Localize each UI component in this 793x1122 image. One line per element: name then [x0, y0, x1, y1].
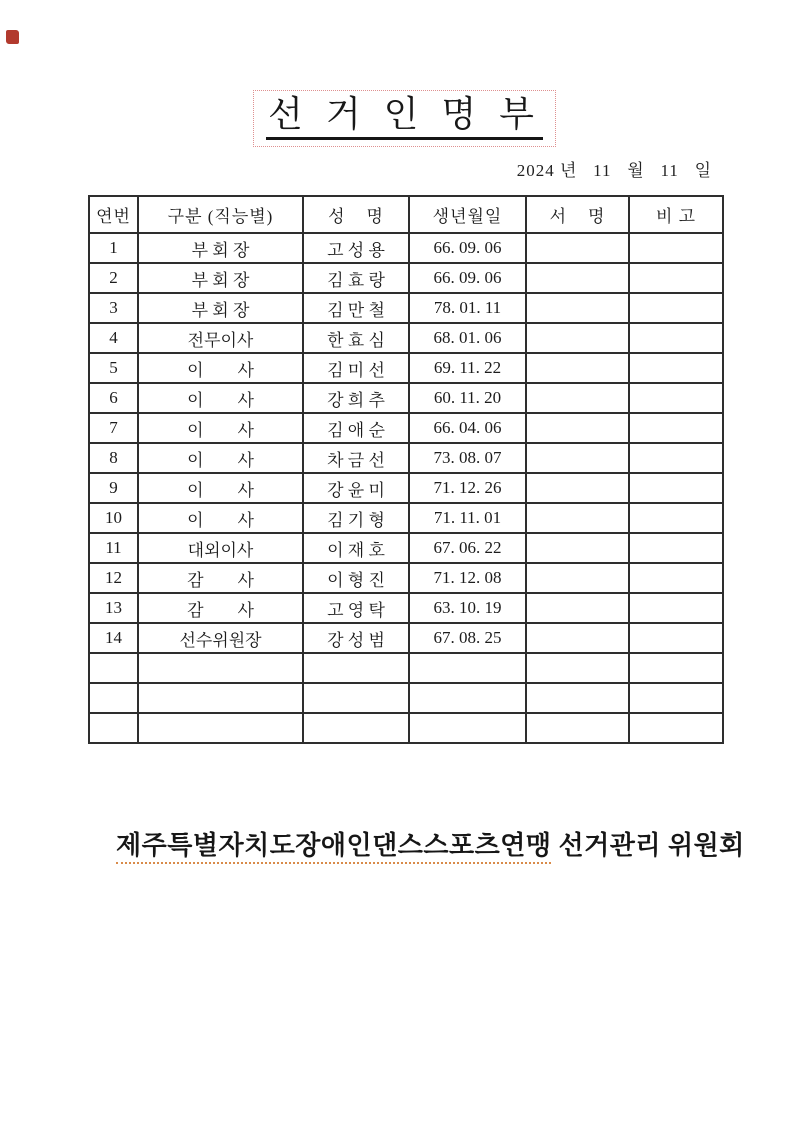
cell-birth: 66. 09. 06	[409, 263, 526, 293]
cell-role: 대외이사	[138, 533, 303, 563]
cell-empty	[629, 713, 723, 743]
cell-note	[629, 263, 723, 293]
header-cell: 비 고	[629, 196, 723, 233]
cell-role: 선수위원장	[138, 623, 303, 653]
title-section	[0, 90, 793, 147]
cell-role: 부 회 장	[138, 293, 303, 323]
cell-no: 4	[89, 323, 138, 353]
cell-sign	[526, 473, 629, 503]
cell-empty	[89, 683, 138, 713]
cell-name: 김 기 형	[303, 503, 409, 533]
cell-note	[629, 233, 723, 263]
cell-empty	[89, 713, 138, 743]
table-row	[89, 473, 723, 503]
cell-birth: 73. 08. 07	[409, 443, 526, 473]
cell-sign	[526, 563, 629, 593]
cell-empty	[303, 683, 409, 713]
roster-table	[88, 195, 724, 744]
cell-name: 이 형 진	[303, 563, 409, 593]
cell-no: 8	[89, 443, 138, 473]
cell-role: 이 사	[138, 473, 303, 503]
cell-empty	[303, 713, 409, 743]
header-cell: 연번	[89, 196, 138, 233]
cell-birth: 68. 01. 06	[409, 323, 526, 353]
cell-sign	[526, 263, 629, 293]
cell-no: 2	[89, 263, 138, 293]
cell-name: 김 만 철	[303, 293, 409, 323]
cell-empty	[409, 713, 526, 743]
date-line: 2024 년 11 월 11 일	[516, 161, 712, 180]
cell-birth: 78. 01. 11	[409, 293, 526, 323]
cell-note	[629, 383, 723, 413]
cell-note	[629, 473, 723, 503]
table-row	[89, 413, 723, 443]
table-row	[89, 233, 723, 263]
cell-name: 강 희 추	[303, 383, 409, 413]
table-row	[89, 323, 723, 353]
cell-role: 감 사	[138, 563, 303, 593]
footer	[88, 795, 745, 892]
cell-note	[629, 593, 723, 623]
cell-no: 11	[89, 533, 138, 563]
title-dotted-box	[253, 90, 556, 147]
cell-no: 10	[89, 503, 138, 533]
cell-birth: 63. 10. 19	[409, 593, 526, 623]
cell-no: 9	[89, 473, 138, 503]
cell-role: 이 사	[138, 443, 303, 473]
cell-name: 고 성 용	[303, 233, 409, 263]
cell-note	[629, 623, 723, 653]
cell-role: 이 사	[138, 413, 303, 443]
cell-name: 강 성 범	[303, 623, 409, 653]
cell-sign	[526, 623, 629, 653]
cell-empty	[526, 653, 629, 683]
cell-birth: 60. 11. 20	[409, 383, 526, 413]
table-row	[89, 503, 723, 533]
cell-role: 부 회 장	[138, 263, 303, 293]
page-title: 선 거 인 명 부	[266, 96, 543, 140]
cell-no: 6	[89, 383, 138, 413]
cell-empty	[629, 683, 723, 713]
cell-role: 부 회 장	[138, 233, 303, 263]
cell-birth: 66. 04. 06	[409, 413, 526, 443]
cell-name: 김 미 선	[303, 353, 409, 383]
cell-sign	[526, 443, 629, 473]
empty-row	[89, 653, 723, 683]
cell-sign	[526, 533, 629, 563]
cell-empty	[526, 713, 629, 743]
table-row	[89, 383, 723, 413]
header-cell: 생년월일	[409, 196, 526, 233]
cell-empty	[138, 653, 303, 683]
cell-note	[629, 413, 723, 443]
table-row	[89, 593, 723, 623]
cell-birth: 71. 11. 01	[409, 503, 526, 533]
cell-note	[629, 293, 723, 323]
table-row	[89, 293, 723, 323]
empty-row	[89, 683, 723, 713]
cell-role: 전무이사	[138, 323, 303, 353]
cell-empty	[526, 683, 629, 713]
cell-sign	[526, 353, 629, 383]
cell-no: 14	[89, 623, 138, 653]
cell-note	[629, 353, 723, 383]
red-stamp-mark	[6, 30, 19, 44]
footer-org-name: 제주특별자치도장애인댄스스포츠연맹	[116, 831, 551, 864]
cell-empty	[629, 653, 723, 683]
cell-empty	[138, 683, 303, 713]
cell-note	[629, 443, 723, 473]
table-row	[89, 623, 723, 653]
header-cell: 서 명	[526, 196, 629, 233]
cell-empty	[89, 653, 138, 683]
table-body	[89, 233, 723, 743]
cell-empty	[303, 653, 409, 683]
cell-name: 한 효 심	[303, 323, 409, 353]
footer-committee-label: 선거관리 위원회	[551, 831, 745, 860]
cell-birth: 71. 12. 08	[409, 563, 526, 593]
cell-sign	[526, 383, 629, 413]
cell-sign	[526, 233, 629, 263]
cell-name: 차 금 선	[303, 443, 409, 473]
cell-role: 이 사	[138, 353, 303, 383]
cell-name: 이 재 호	[303, 533, 409, 563]
cell-name: 강 윤 미	[303, 473, 409, 503]
cell-note	[629, 503, 723, 533]
cell-empty	[138, 713, 303, 743]
cell-birth: 67. 08. 25	[409, 623, 526, 653]
table-row	[89, 263, 723, 293]
cell-note	[629, 533, 723, 563]
cell-role: 감 사	[138, 593, 303, 623]
cell-note	[629, 323, 723, 353]
cell-birth: 66. 09. 06	[409, 233, 526, 263]
cell-no: 3	[89, 293, 138, 323]
header-cell: 구분 (직능별)	[138, 196, 303, 233]
cell-no: 5	[89, 353, 138, 383]
cell-no: 12	[89, 563, 138, 593]
header-row	[89, 196, 723, 233]
cell-role: 이 사	[138, 503, 303, 533]
table-row	[89, 533, 723, 563]
cell-no: 1	[89, 233, 138, 263]
cell-sign	[526, 503, 629, 533]
cell-name: 김 효 랑	[303, 263, 409, 293]
cell-no: 13	[89, 593, 138, 623]
cell-empty	[409, 683, 526, 713]
header-cell: 성 명	[303, 196, 409, 233]
table-row	[89, 563, 723, 593]
cell-no: 7	[89, 413, 138, 443]
empty-row	[89, 713, 723, 743]
cell-role: 이 사	[138, 383, 303, 413]
cell-note	[629, 563, 723, 593]
cell-name: 김 애 순	[303, 413, 409, 443]
cell-sign	[526, 323, 629, 353]
table-row	[89, 443, 723, 473]
cell-birth: 71. 12. 26	[409, 473, 526, 503]
cell-name: 고 영 탁	[303, 593, 409, 623]
cell-sign	[526, 413, 629, 443]
cell-birth: 67. 06. 22	[409, 533, 526, 563]
cell-sign	[526, 293, 629, 323]
cell-empty	[409, 653, 526, 683]
cell-birth: 69. 11. 22	[409, 353, 526, 383]
cell-sign	[526, 593, 629, 623]
table-row	[89, 353, 723, 383]
